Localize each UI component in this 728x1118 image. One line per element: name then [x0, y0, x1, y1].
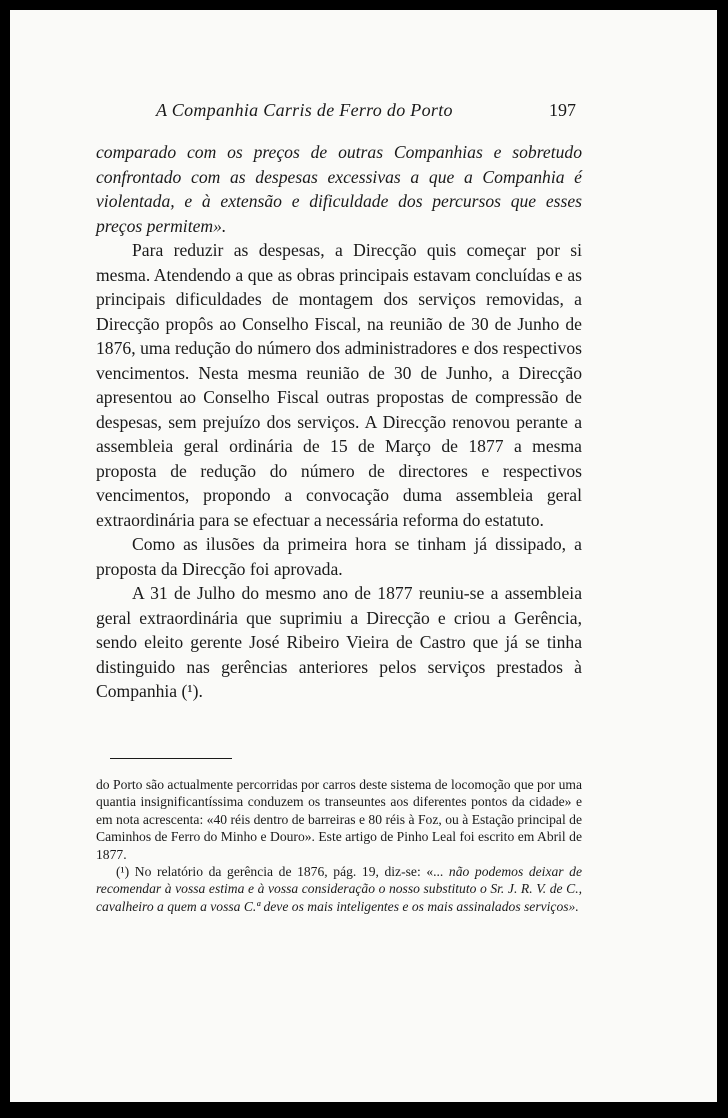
footnotes — [96, 776, 582, 915]
book-page — [10, 10, 717, 1102]
footnote-1 — [96, 863, 582, 915]
running-title: A Companhia Carris de Ferro do Porto — [156, 100, 453, 120]
body-text — [96, 140, 582, 704]
footnote-1-marker: (¹) — [116, 864, 130, 880]
footnote-separator — [110, 758, 232, 759]
paragraph-1: Para reduzir as despesas, a Direcção quis começar por si mesma. Atendendo a que as obras principais estavam concluídas e as principais dificuldades de montagem dos serviços removidas, a Direcção propôs ao Conselho Fiscal, na reunião de 30 de Junho de 1876, uma redução do número dos administradores e dos respectivos vencimentos. Nesta mesma reunião de 30 de Junho, a Direcção apresentou ao Conselho Fiscal outras propostas de compressão de despesas, sem prejuízo dos serviços. A Direcção renovou perante a assembleia geral ordinária de 15 de Março de 1877 a mesma proposta de redução do número de directores e respectivos vencimentos, propondo a convocação duma assembleia geral extraordinária para se efectuar a necessária reforma do estatuto. — [96, 240, 582, 530]
quote-continuation: comparado com os preços de outras Companhias e sobretudo confrontado com as despesas excessivas a que a Companhia é violentada, e à extensão e dificuldade dos percursos que esses preços permitem». — [96, 142, 582, 236]
footnote-continuation: do Porto são actualmente percorridas por carros deste sistema de locomoção que por uma quantia insignificantíssima conduzem os transeuntes aos diferentes pontos da cidade» e em nota acrescenta: «40 réis dentro de barreiras e 80 réis à Foz, ou à Estação principal de Caminhos de Ferro do Minho e Douro». Este artigo de Pinho Leal foi escrito em Abril de 1877. — [96, 777, 582, 862]
footnote-1-text: No relatório da gerência de 1876, pág. 19, diz-se: «... — [134, 864, 444, 880]
page-number: 197 — [549, 100, 576, 120]
paragraph-2: Como as ilusões da primeira hora se tinham já dissipado, a proposta da Direcção foi aprovada. — [96, 534, 582, 579]
footnote-1-quote: não podemos deixar de recomendar à vossa estima e à vossa consideração o nosso substituto o Sr. J. R. V. de C., cavalheiro a quem a vossa C.ª deve os mais inteligentes e os mais assinalados serviços». — [96, 864, 582, 914]
page-header — [156, 100, 576, 130]
paragraph-3: A 31 de Julho do mesmo ano de 1877 reuniu-se a assembleia geral extraordinária que suprimiu a Direcção e criou a Gerência, sendo eleito gerente José Ribeiro Vieira de Castro que já se tinha distinguido nas gerências anteriores pelos serviços prestados à Companhia (¹). — [96, 583, 582, 701]
